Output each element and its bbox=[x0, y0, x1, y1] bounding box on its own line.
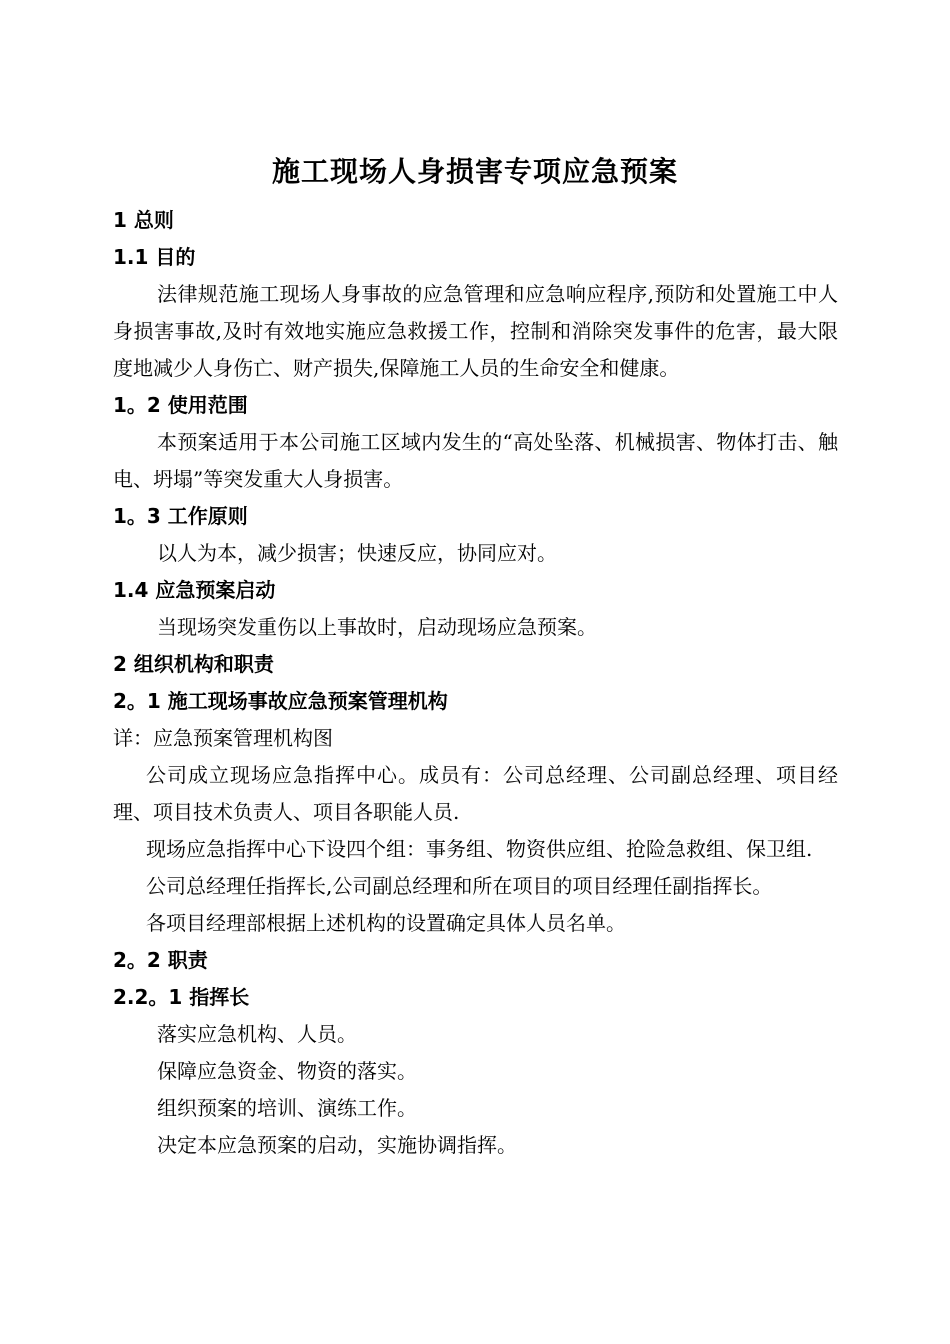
document-title: 施工现场人身损害专项应急预案 bbox=[271, 155, 678, 188]
heading-2: 2 组织机构和职责 bbox=[113, 652, 274, 676]
paragraph-purpose: 法律规范施工现场人身事故的应急管理和应急响应程序,预防和处置施工中人身损害事故,及时有效地实施应急救援工作，控制和消除突发事件的危害，最大限度地减少人身伤亡、财产损失,保障施工人员的生命安全和健康。 bbox=[113, 282, 838, 380]
heading-1-4: 1.4 应急预案启动 bbox=[113, 578, 276, 602]
paragraph-org-chart-ref: 详：应急预案管理机构图 bbox=[113, 726, 333, 750]
paragraph-scope: 本预案适用于本公司施工区域内发生的“高处坠落、机械损害、物体打击、触电、坍塌”等突发重大人身损害。 bbox=[113, 430, 838, 491]
paragraph-command-center: 公司成立现场应急指挥中心。成员有：公司总经理、公司副总经理、项目经理、项目技术负责人、项目各职能人员. bbox=[113, 763, 838, 824]
heading-1: 1 总则 bbox=[113, 208, 174, 232]
duty-item: 决定本应急预案的启动，实施协调指挥。 bbox=[157, 1133, 517, 1157]
heading-2-2-1: 2.2。1 指挥长 bbox=[113, 985, 250, 1009]
duty-item: 组织预案的培训、演练工作。 bbox=[157, 1096, 417, 1120]
duty-item: 落实应急机构、人员。 bbox=[157, 1022, 357, 1046]
duty-item: 保障应急资金、物资的落实。 bbox=[157, 1059, 417, 1083]
paragraph-commander: 公司总经理任指挥长,公司副总经理和所在项目的项目经理任副指挥长。 bbox=[146, 874, 773, 898]
heading-1-1: 1.1 目的 bbox=[113, 245, 196, 269]
heading-2-1: 2。1 施工现场事故应急预案管理机构 bbox=[113, 689, 448, 713]
paragraph-staff-list: 各项目经理部根据上述机构的设置确定具体人员名单。 bbox=[146, 911, 626, 935]
heading-2-2: 2。2 职责 bbox=[113, 948, 208, 972]
paragraph-activation: 当现场突发重伤以上事故时，启动现场应急预案。 bbox=[157, 615, 597, 639]
heading-1-2: 1。2 使用范围 bbox=[113, 393, 248, 417]
heading-1-3: 1。3 工作原则 bbox=[113, 504, 248, 528]
paragraph-groups: 现场应急指挥中心下设四个组：事务组、物资供应组、抢险急救组、保卫组. bbox=[146, 837, 813, 861]
document-body bbox=[113, 202, 838, 1164]
paragraph-principles: 以人为本，减少损害；快速反应，协同应对。 bbox=[157, 541, 557, 565]
